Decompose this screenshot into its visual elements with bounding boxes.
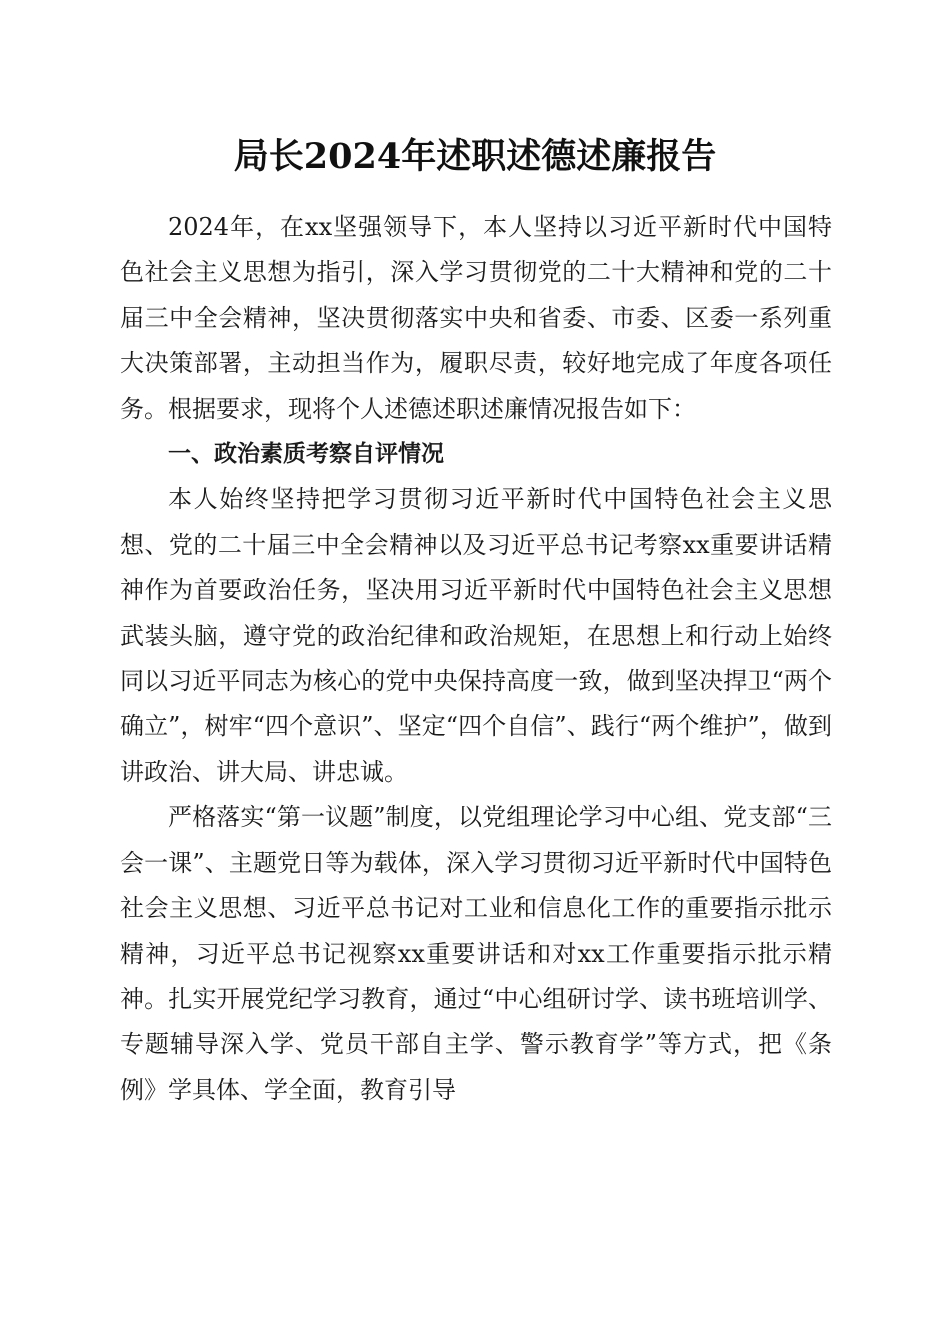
document-title: 局长2024年述职述德述廉报告 — [233, 136, 717, 177]
intro-paragraph: 2024年，在xx坚强领导下，本人坚持以习近平新时代中国特色社会主义思想为指引，深入学习贯彻党的二十大精神和党的二十届三中全会精神，坚决贯彻落实中央和省委、市委、区委一系列重大决策部署，主动担当作为，履职尽责，较好地完成了年度各项任务。根据要求，现将个人述德述职述廉情况报告如下： — [120, 213, 832, 423]
section-heading: 一、政治素质考察自评情况 — [168, 441, 444, 468]
document-body — [120, 205, 832, 1113]
body-paragraph-2: 严格落实“第一议题”制度，以党组理论学习中心组、党支部“三会一课”、主题党日等为载体，深入学习贯彻习近平新时代中国特色社会主义思想、习近平总书记对工业和信息化工作的重要指示批示精神，习近平总书记视察xx重要讲话和对xx工作重要指示批示精神。扎实开展党纪学习教育，通过“中心组研讨学、读书班培训学、专题辅导深入学、党员干部自主学、警示教育学”等方式，把《条例》学具体、学全面，教育引导 — [120, 803, 832, 1104]
body-paragraph-1: 本人始终坚持把学习贯彻习近平新时代中国特色社会主义思想、党的二十届三中全会精神以及习近平总书记考察xx重要讲话精神作为首要政治任务，坚决用习近平新时代中国特色社会主义思想武装头脑，遵守党的政治纪律和政治规矩，在思想上和行动上始终同以习近平同志为核心的党中央保持高度一致，做到坚决捍卫“两个确立”，树牢“四个意识”、坚定“四个自信”、践行“两个维护”，做到讲政治、讲大局、讲忠诚。 — [120, 485, 832, 786]
